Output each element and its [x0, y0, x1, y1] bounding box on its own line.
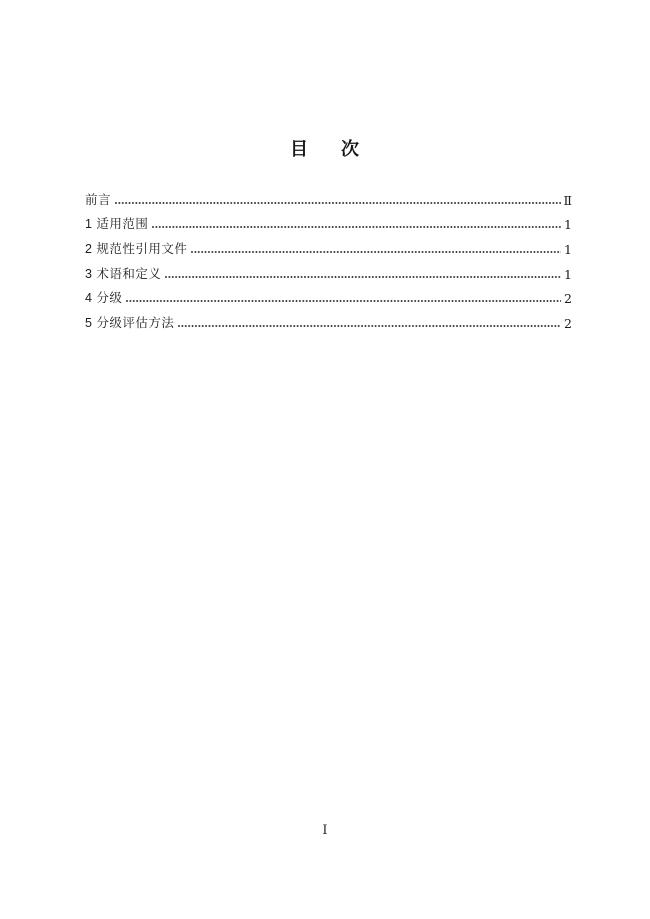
toc-entry-label: 4 分级	[85, 291, 123, 306]
toc-entry	[85, 235, 572, 260]
toc-entry-label: 1 适用范围	[85, 217, 149, 232]
toc-entry	[85, 285, 572, 310]
toc-entry	[85, 211, 572, 236]
toc-entry-label: 5 分级评估方法	[85, 316, 175, 331]
toc-entry-label: 2 规范性引用文件	[85, 242, 188, 257]
toc-entry-label: 前言	[85, 192, 112, 207]
footer-page-number: Ⅰ	[322, 823, 328, 838]
table-of-contents	[85, 186, 572, 334]
toc-entry-page-number: 1	[564, 266, 572, 282]
toc-entry-page-number: 1	[564, 242, 572, 258]
dot-leader	[152, 226, 561, 228]
toc-entry	[85, 309, 572, 334]
dot-leader	[191, 251, 561, 253]
toc-entry	[85, 186, 572, 211]
page-title: 目 次	[289, 139, 360, 159]
toc-entry-page-number: 1	[564, 217, 572, 233]
toc-entry	[85, 260, 572, 285]
dot-leader	[178, 325, 561, 327]
toc-entry-label: 3 术语和定义	[85, 266, 162, 281]
toc-entry-page-number: 2	[564, 316, 572, 332]
toc-entry-page-number: 2	[564, 291, 572, 307]
dot-leader	[126, 300, 561, 302]
toc-entry-page-number: Ⅱ	[563, 192, 572, 208]
dot-leader	[165, 276, 561, 278]
dot-leader	[115, 202, 560, 204]
